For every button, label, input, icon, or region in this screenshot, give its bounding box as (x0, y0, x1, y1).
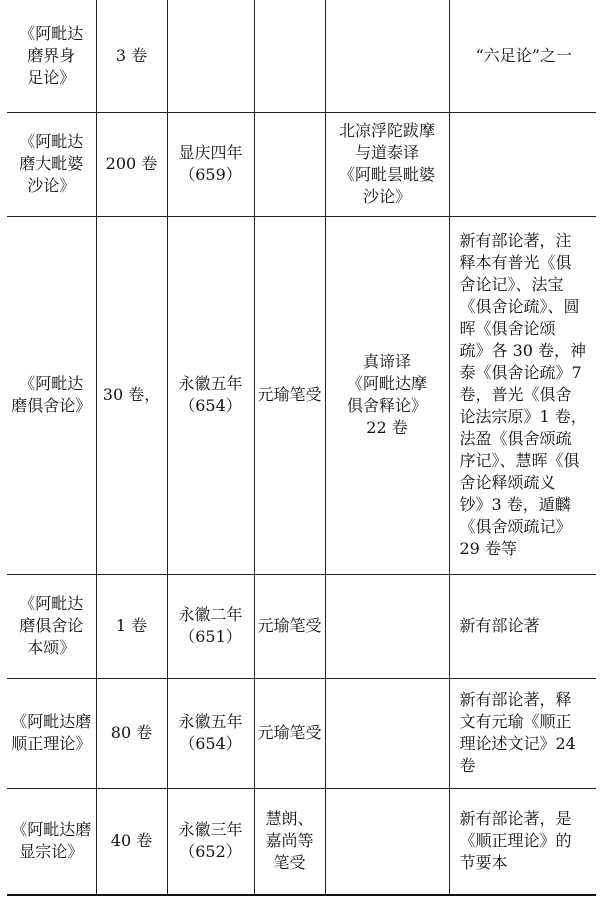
volumes-cell: 1 卷 (96, 574, 167, 678)
title-cell: 《阿毗达磨 顺正理论》 (7, 678, 96, 788)
translator-cell: 元瑜笔受 (254, 574, 325, 678)
note-cell: “六足论”之一 (449, 0, 596, 112)
volumes-cell: 30 卷， (96, 216, 167, 574)
volumes-cell: 3 卷 (96, 0, 167, 112)
other-translation-cell: 北凉浮陀跋摩 与道泰译 《阿毗昙毗婆 沙论》 (325, 112, 449, 216)
volumes-cell: 200 卷 (96, 112, 167, 216)
title-cell: 《阿毗达 磨大毗婆 沙论》 (7, 112, 96, 216)
table-row (7, 678, 596, 788)
table-row (7, 574, 596, 678)
other-translation-cell (325, 788, 449, 895)
other-translation-cell: 真谛译 《阿毗达摩 俱舍释论》 22 卷 (325, 216, 449, 574)
date-cell: 永徽五年 （654） (167, 216, 254, 574)
table-row (7, 216, 596, 574)
volumes-cell: 80 卷 (96, 678, 167, 788)
note-cell: 新有部论著 (449, 574, 596, 678)
other-translation-cell (325, 0, 449, 112)
other-translation-cell (325, 574, 449, 678)
date-cell: 显庆四年 （659） (167, 112, 254, 216)
table-row (7, 112, 596, 216)
title-cell: 《阿毗达磨 显宗论》 (7, 788, 96, 895)
translator-cell: 元瑜笔受 (254, 216, 325, 574)
note-cell: 新有部论著，注 释本有普光《俱 舍论记》、法宝 《俱舍论疏》、圆 晖《俱舍论颂 疏》各 30 卷，神 泰《俱舍论疏》7 卷，普光《俱舍 论法宗原》1 卷， 法盈《俱舍颂疏 序记》、慧晖《俱 舍论释颂疏义 钞》3 卷，遁麟 《俱舍颂疏记》 29 卷等 (449, 216, 596, 574)
note-cell: 新有部论著，释 文有元瑜《顺正 理论述文记》24 卷 (449, 678, 596, 788)
other-translation-cell (325, 678, 449, 788)
date-cell: 永徽三年 （652） (167, 788, 254, 895)
translator-cell (254, 112, 325, 216)
translator-cell: 元瑜笔受 (254, 678, 325, 788)
date-cell: 永徽二年 （651） (167, 574, 254, 678)
title-cell: 《阿毗达 磨俱舍论》 (7, 216, 96, 574)
table-row (7, 788, 596, 895)
table-row (7, 0, 596, 112)
scripture-translation-table (7, 0, 596, 896)
title-cell: 《阿毗达 磨界身 足论》 (7, 0, 96, 112)
note-cell: 新有部论著，是 《顺正理论》的 节要本 (449, 788, 596, 895)
translator-cell (254, 0, 325, 112)
volumes-cell: 40 卷 (96, 788, 167, 895)
title-cell: 《阿毗达 磨俱舍论 本颂》 (7, 574, 96, 678)
translator-cell: 慧朗、 嘉尚等 笔受 (254, 788, 325, 895)
note-cell (449, 112, 596, 216)
date-cell: 永徽五年 （654） (167, 678, 254, 788)
date-cell (167, 0, 254, 112)
